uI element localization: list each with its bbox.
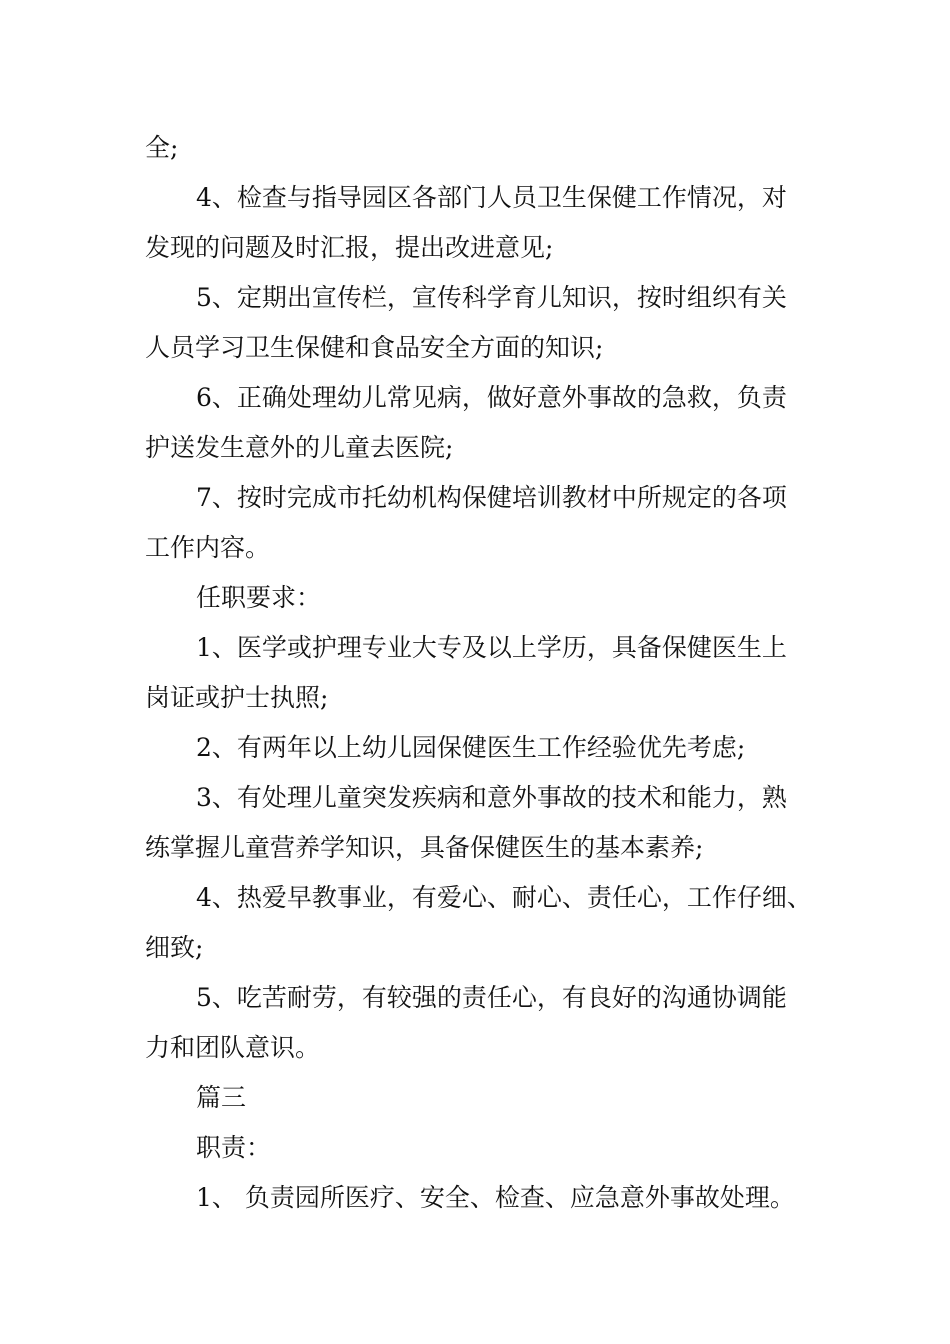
text-line: 2、有两年以上幼儿园保健医生工作经验优先考虑; [196, 733, 746, 762]
text-line: 4、检查与指导园区各部门人员卫生保健工作情况，对 [196, 183, 787, 212]
text-line: 4、热爱早教事业，有爱心、耐心、责任心，工作仔细、 [196, 883, 812, 912]
text-line: 5、定期出宣传栏，宣传科学育儿知识，按时组织有关 [196, 283, 787, 312]
text-line: 护送发生意外的儿童去医院; [145, 433, 454, 462]
text-line: 工作内容。 [145, 533, 271, 562]
text-line: 1、 负责园所医疗、安全、检查、应急意外事故处理。 [196, 1183, 795, 1212]
text-line: 5、吃苦耐劳，有较强的责任心，有良好的沟通协调能 [196, 983, 787, 1012]
text-line: 6、正确处理幼儿常见病，做好意外事故的急救，负责 [196, 383, 787, 412]
text-line: 细致; [145, 933, 204, 962]
text-line: 发现的问题及时汇报，提出改进意见; [145, 233, 554, 262]
text-line: 3、有处理儿童突发疾病和意外事故的技术和能力，熟 [196, 783, 787, 812]
text-line: 练掌握儿童营养学知识，具备保健医生的基本素养; [145, 833, 704, 862]
text-line: 全; [145, 133, 179, 162]
document-body [145, 123, 817, 1223]
section-heading: 篇三 [196, 1083, 247, 1112]
text-line: 1、医学或护理专业大专及以上学历，具备保健医生上 [196, 633, 787, 662]
section-heading: 任职要求： [196, 583, 322, 612]
section-heading: 职责： [196, 1133, 272, 1162]
text-line: 人员学习卫生保健和食品安全方面的知识; [145, 333, 604, 362]
text-line: 力和团队意识。 [145, 1033, 321, 1062]
text-line: 岗证或护士执照; [145, 683, 329, 712]
text-line: 7、按时完成市托幼机构保健培训教材中所规定的各项 [196, 483, 787, 512]
